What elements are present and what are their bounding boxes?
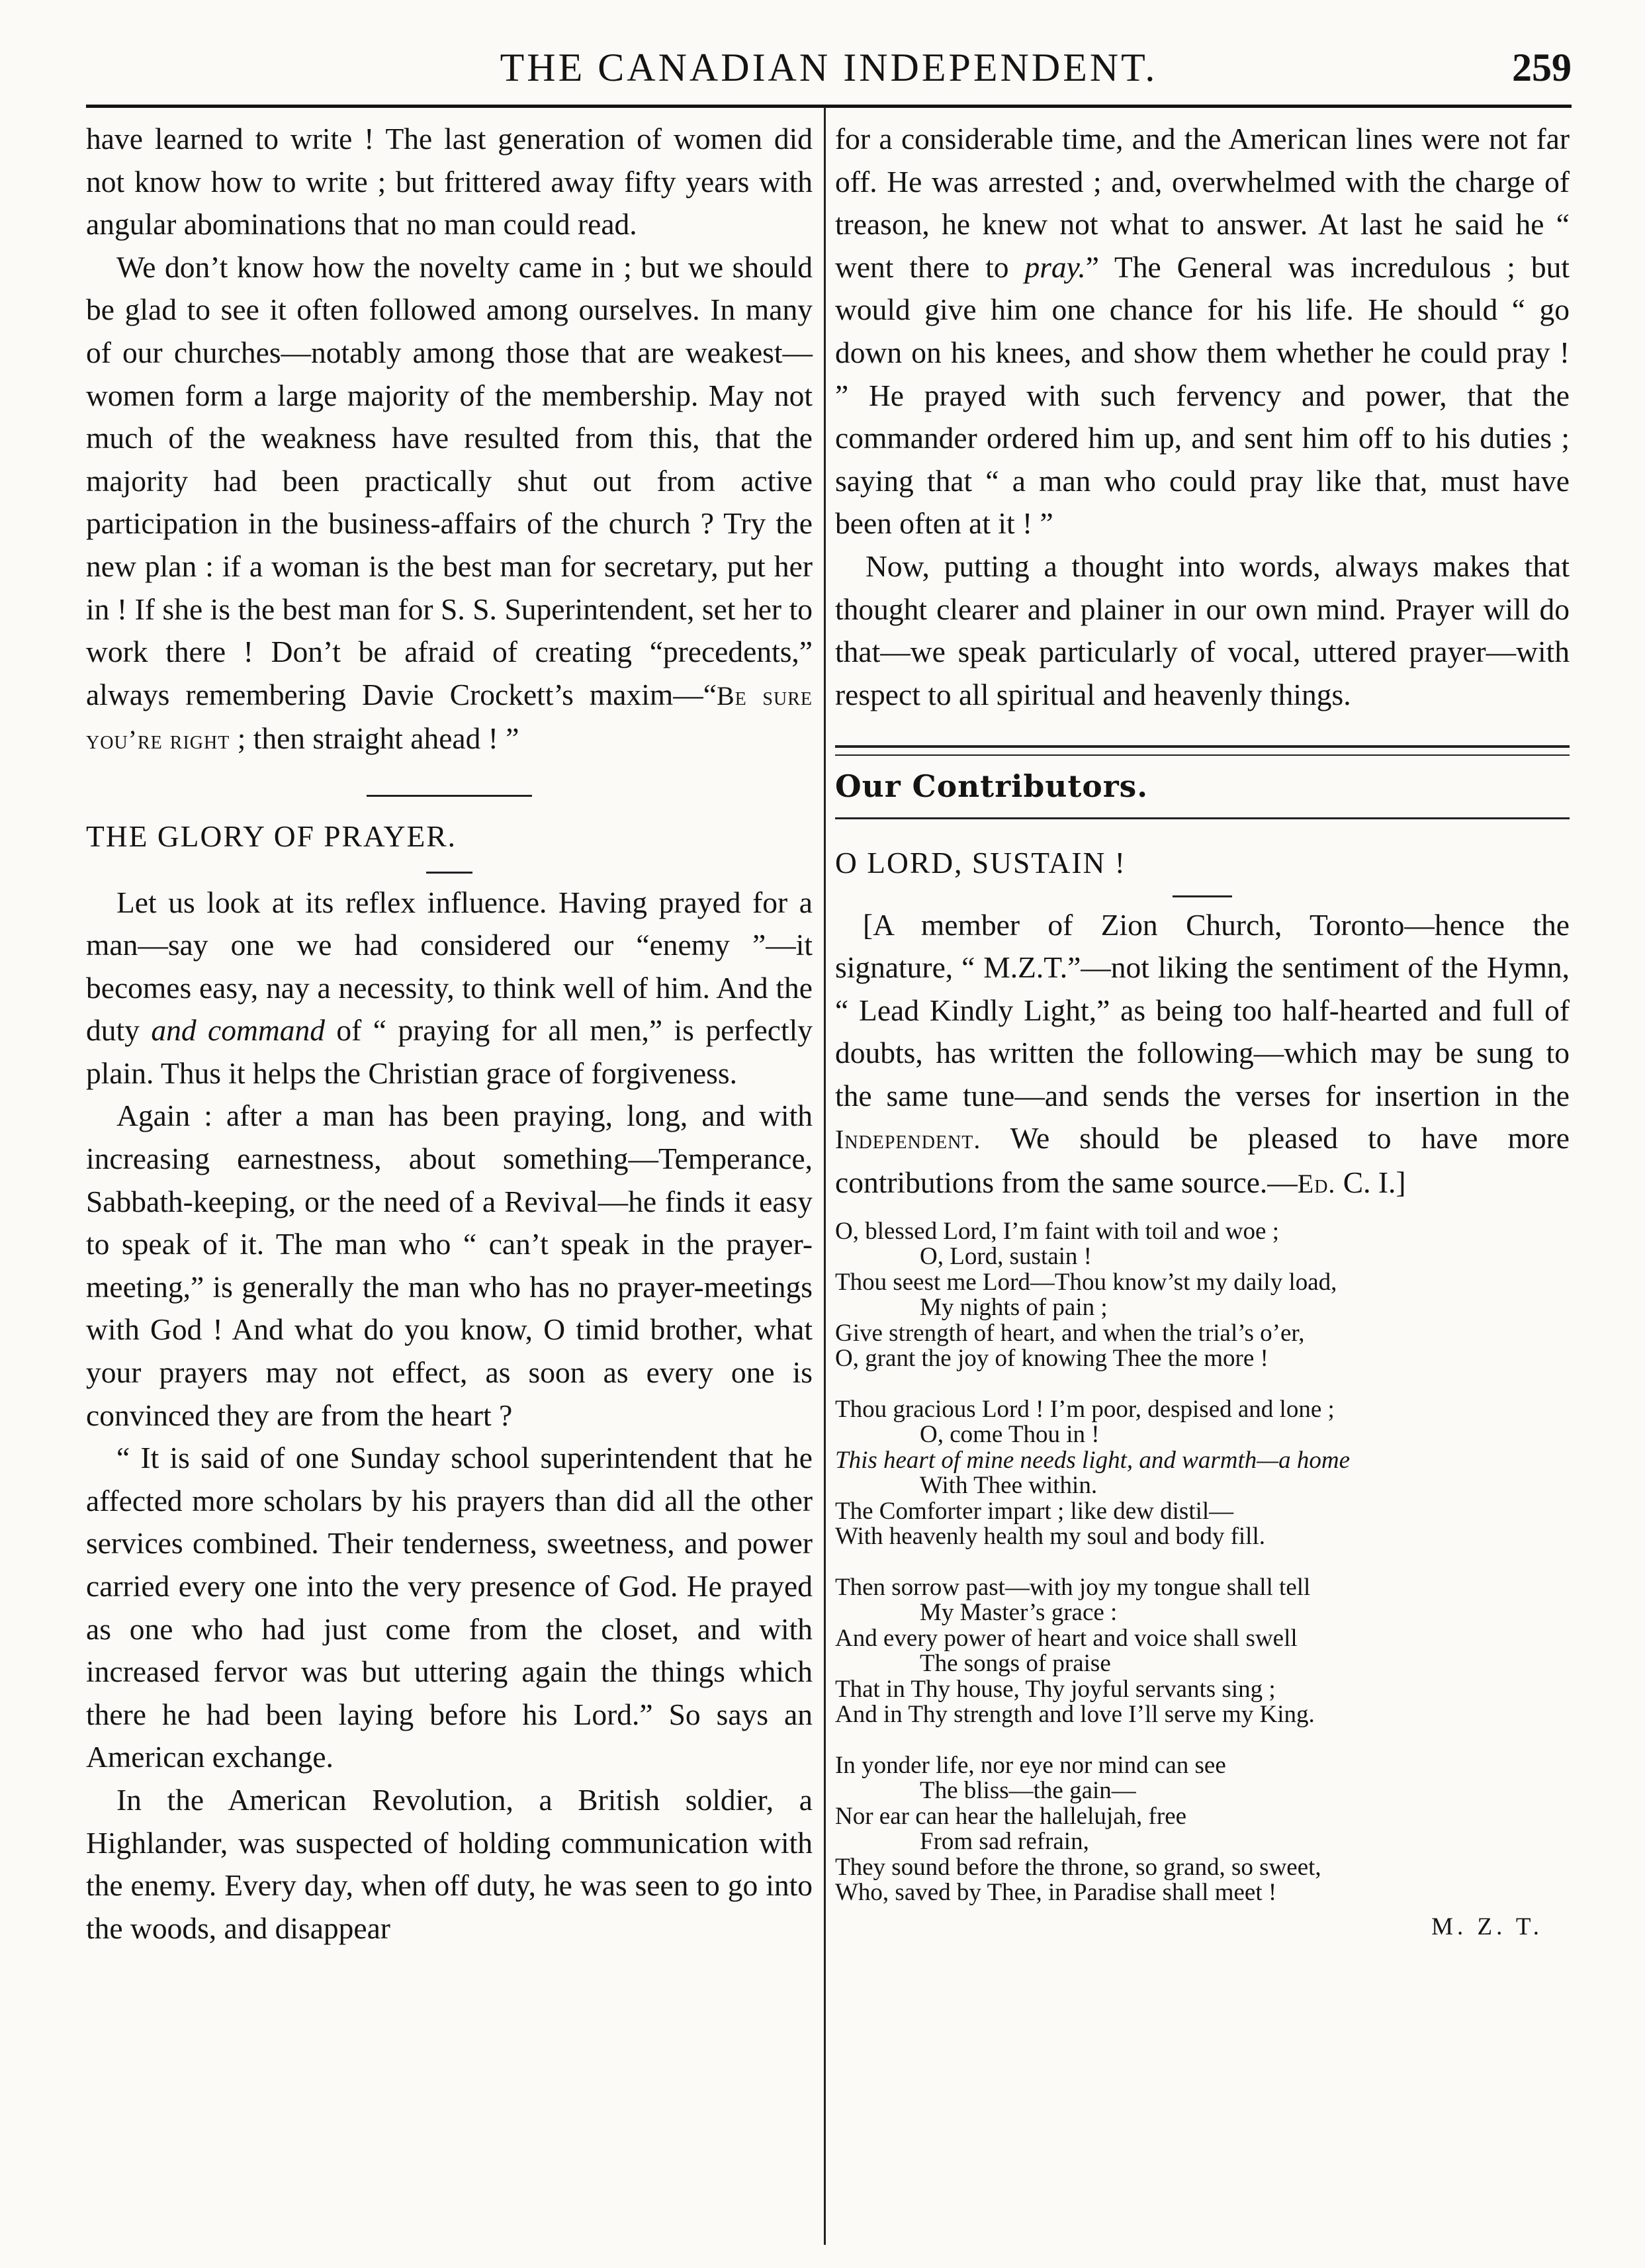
- poem-line: They sound before the throne, so grand, so sweet,: [835, 1853, 1321, 1881]
- poem-line: With heavenly health my soul and body fill.: [835, 1523, 1265, 1551]
- paragraph-continued: have learned to write ! The last generation of women did not know how to write ; but frittered away fifty years with angular abominations that no man could read.: [86, 122, 813, 242]
- poem-line: From sad refrain,: [920, 1828, 1089, 1856]
- poem-line: The Comforter impart ; like dew distil—: [835, 1497, 1234, 1525]
- poem-line: My Master’s grace :: [920, 1599, 1118, 1627]
- page-number: 259: [1512, 46, 1572, 89]
- paragraph-text-end: ; then straight ahead ! ”: [230, 721, 519, 756]
- intro-text-mid: We should be pleased to have more contributions from the same source.—: [835, 1121, 1570, 1200]
- paragraph-thought: Now, putting a thought into words, always makes that thought clearer and plainer in our own mind. Prayer will do that—we speak particularly of vocal, uttered prayer—with respect to all spiritual and heavenly things.: [835, 549, 1570, 711]
- paragraph-quote: “ It is said of one Sunday school superintendent that he affected more scholars by his prayers than did all the other services combined. Their tenderness, sweetness, and power carried every one into the very presence of God. He prayed as one who had just come from the closet, and with increased fervor was but uttering again the things which there he had been laying before his Lord.” So says an American exchange.: [86, 1441, 813, 1774]
- poem-line: O, Lord, sustain !: [920, 1243, 1092, 1271]
- poem-line: And every power of heart and voice shall swell: [835, 1624, 1298, 1652]
- paragraph-novelty: [86, 246, 813, 762]
- poem-line: Nor ear can hear the hallelujah, free: [835, 1802, 1187, 1830]
- paragraph-revolution: In the American Revolution, a British soldier, a Highlander, was suspected of holding communication with the enemy. Every day, when off duty, he was seen to go into the woods, and disappear: [86, 1782, 813, 1945]
- poem-line: O, come Thou in !: [920, 1421, 1100, 1449]
- poem-line: Give strength of heart, and when the trial’s o’er,: [835, 1319, 1305, 1347]
- smallcaps-text: Be sure you’re right: [86, 680, 813, 755]
- author-signature: M. Z. T.: [1431, 1913, 1543, 1940]
- intro-text-end: C. I.]: [1335, 1165, 1406, 1200]
- poem-line: Then sorrow past—with joy my tongue shall tell: [835, 1573, 1311, 1601]
- header-rule: [86, 105, 1572, 108]
- paragraph-text: for a considerable time, and the American lines were not far off. He was arrested ; and, overwhelmed with the charge of treason, he knew not what to answer. At last he said he “ went there to: [835, 122, 1570, 284]
- poem-line: And in Thy strength and love I’ll serve my King.: [835, 1701, 1315, 1729]
- paragraph-text-end: of “ praying for all men,” is perfectly plain. Thus it helps the Christian grace of forgiveness.: [86, 1013, 813, 1090]
- publication-title: THE CANADIAN INDEPENDENT.: [500, 46, 1158, 89]
- poem-line: Thou seest me Lord—Thou know’st my daily load,: [835, 1268, 1337, 1296]
- poem-line: With Thee within.: [920, 1472, 1098, 1500]
- poem: [835, 1219, 1570, 1906]
- smallcaps-text: Ed.: [1297, 1169, 1336, 1199]
- stanza: [835, 1397, 1570, 1550]
- paragraph-text-end: ” The General was incredulous ; but would give him one chance for his life. He should “ go down on his knees, and show them whether he could pray ! ” He prayed with such fervency and power, that the commander ordered him up, and sent him off to his duties ; saying that “ a man who could pray like that, must have been often at it ! ”: [835, 249, 1570, 541]
- column-divider: [824, 107, 826, 2245]
- poem-line: Thou gracious Lord ! I’m poor, despised and lone ;: [835, 1395, 1335, 1423]
- paragraph-text: We don’t know how the novelty came in ; but we should be glad to see it often followed among ourselves. In many of our churches—notably among those that are weakest—women form a large majority of the membership. May not much of the weakness have resulted from this, that the majority had been practically shut out from active participation in the business-affairs of the church ? Try the new plan : if a woman is the best man for secretary, put her in ! If she is the best man for S. S. Superintendent, set her to work there ! Don’t be afraid of creating “precedents,” always remembering Davie Crockett’s maxim—“: [86, 249, 813, 711]
- right-column: [835, 118, 1570, 1941]
- poem-line: The songs of praise: [920, 1650, 1111, 1678]
- section-double-rule: [835, 745, 1570, 756]
- smallcaps-text: Independent.: [835, 1124, 981, 1155]
- poem-line: The bliss—the gain—: [920, 1777, 1136, 1805]
- stanza: [835, 1219, 1570, 1372]
- poem-line: This heart of mine needs light, and warmth—a home: [835, 1446, 1351, 1474]
- paragraph-reflex: [86, 882, 813, 1095]
- italic-text: and command: [151, 1013, 325, 1048]
- italic-text: pray.: [1024, 249, 1086, 284]
- poem-line: That in Thy house, Thy joyful servants sing ;: [835, 1675, 1276, 1703]
- poem-title: O LORD, SUSTAIN !: [835, 845, 1126, 880]
- paragraph-text: Let us look at its reflex influence. Having prayed for a man—say one we had considered our “enemy ”—it becomes easy, nay a necessity, to think well of him. And the duty: [86, 885, 813, 1048]
- stanza: [835, 1753, 1570, 1906]
- paragraph-again: Again : after a man has been praying, long, and with increasing earnestness, about something—Temperance, Sabbath-keeping, or the need of a Revival—he finds it easy to speak of it. The man who “ can’t speak in the prayer-meeting,” is generally the man who has no prayer-meetings with God ! And what do you know, O timid brother, what your prayers may not effect, as soon as every one is convinced they are from the heart ?: [86, 1099, 813, 1432]
- article-title: THE GLORY OF PRAYER.: [86, 819, 457, 853]
- editor-intro: [835, 904, 1570, 1206]
- running-head: [86, 38, 1572, 105]
- stanza: [835, 1575, 1570, 1728]
- poem-line: O, grant the joy of knowing Thee the more !: [835, 1345, 1268, 1373]
- poem-line: Who, saved by Thee, in Paradise shall meet !: [835, 1879, 1277, 1907]
- poem-line: O, blessed Lord, I’m faint with toil and woe ;: [835, 1217, 1280, 1245]
- paragraph-continued: [835, 118, 1570, 545]
- intro-text: [A member of Zion Church, Toronto—hence the signature, “ M.Z.T.”—not liking the sentiment of the Hymn, “ Lead Kindly Light,” as being too half-hearted and full of doubts, has written the following—which may be sung to the same tune—and sends the verses for insertion in the: [835, 907, 1570, 1112]
- poem-line: My nights of pain ;: [920, 1294, 1108, 1322]
- section-title: Our Contributors.: [835, 768, 1149, 805]
- poem-line: In yonder life, nor eye nor mind can see: [835, 1751, 1226, 1779]
- left-column: [86, 118, 813, 1950]
